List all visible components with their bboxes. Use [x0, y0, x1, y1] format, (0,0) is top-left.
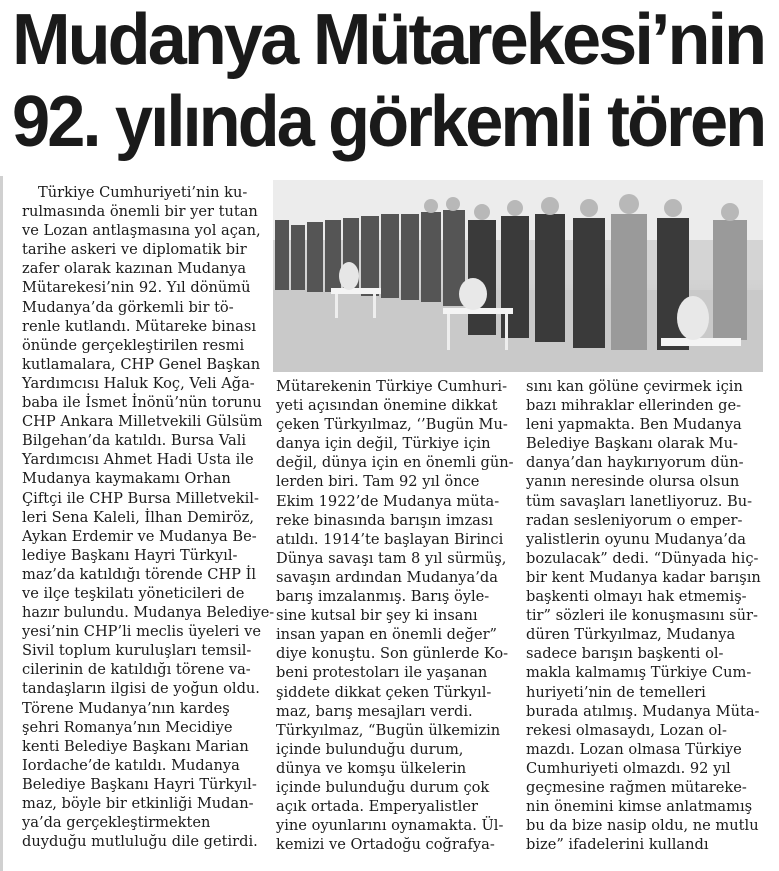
- text-line: makla kalmamış Türkiye Cum-: [526, 664, 752, 682]
- text-line: Türkyılmaz, “Bugün ülkemizin: [276, 721, 501, 739]
- text-line: Mudanya’da görkemli bir tö-: [22, 298, 234, 316]
- text-line: mazdı. Lozan olmasa Türkiye: [526, 740, 742, 758]
- text-line: bir kent Mudanya kadar barışın: [526, 568, 761, 586]
- text-line: CHP Ankara Milletvekili Gülsüm: [22, 413, 263, 431]
- text-line: sını kan gölüne çevirmek için: [526, 378, 743, 395]
- text-line: Iordache’de katıldı. Mudanya: [22, 756, 240, 774]
- text-line: Dünya savaşı tam 8 yıl sürmüş,: [276, 549, 507, 567]
- text-line: rulmasında önemli bir yer tutan: [22, 203, 258, 221]
- text-line: sine kutsal bir şey ki insanı: [276, 607, 478, 625]
- text-line: Yardımcısı Haluk Koç, Veli Ağa-: [22, 374, 255, 392]
- text-line: kemizi ve Ortadoğu coğrafya-: [276, 836, 495, 854]
- text-line: nin önemini kimse anlatmamış: [526, 798, 753, 816]
- text-line: açık ortada. Emperyalistler: [276, 798, 479, 816]
- text-line: içinde bulunduğu durum çok: [276, 778, 490, 796]
- text-line: Mütarekenin Türkiye Cumhuri-: [276, 378, 508, 395]
- text-line: Çiftçi ile CHP Bursa Milletvekil-: [22, 489, 259, 507]
- text-line: burada atılmış. Mudanya Müta-: [526, 702, 760, 720]
- text-line: tarihe askeri ve diplomatik bir: [22, 241, 247, 259]
- text-line: tandaşların ilgisi de yoğun oldu.: [22, 680, 260, 698]
- article-column-3: [526, 377, 771, 854]
- text-line: şehri Romanya’nın Mecidiye: [22, 718, 233, 736]
- text-line: leri Sena Kaleli, İlhan Demiröz,: [22, 508, 254, 526]
- text-line: Belediye Başkanı Hayri Türkyıl-: [22, 775, 257, 793]
- text-line: içinde bulunduğu durum,: [276, 740, 464, 758]
- text-line: maz, böyle bir etkinliği Mudan-: [22, 795, 254, 812]
- text-line: leni yapmakta. Ben Mudanya: [526, 416, 742, 434]
- text-line: önünde gerçekleştirilen resmi: [22, 336, 245, 354]
- text-line: şiddete dikkat çeken Türkyıl-: [276, 683, 492, 701]
- text-line: sadece barışın başkenti ol-: [526, 645, 724, 663]
- text-line: kutlamalara, CHP Genel Başkan: [22, 355, 261, 373]
- text-line: dünya ve komşu ülkelerin: [276, 759, 467, 777]
- text-line: beni protestoları ile yaşanan: [276, 664, 488, 682]
- text-line: lerden biri. Tam 92 yıl önce: [276, 473, 480, 491]
- text-line: radan sesleniyorum o emper-: [526, 511, 743, 529]
- text-line: ve Lozan antlaşmasına yol açan,: [22, 222, 261, 240]
- text-line: lediye Başkanı Hayri Türkyıl-: [22, 546, 238, 564]
- text-line: yanın neresinde olursa olsun: [526, 473, 740, 491]
- text-line: ve ilçe teşkilatı yöneticileri de: [22, 584, 245, 602]
- text-line: yeti açısından önemine dikkat: [276, 397, 498, 415]
- text-line: yine oyunlarını oynamakta. Ül-: [276, 817, 504, 835]
- text-line: Törene Mudanya’nın kardeş: [22, 699, 230, 717]
- article-column-2: [276, 377, 524, 854]
- text-line: hazır bulundu. Mudanya Belediye-: [22, 604, 275, 622]
- text-line: maz, barış mesajları verdi.: [276, 702, 473, 720]
- text-line: huriyeti’nin de temelleri: [526, 683, 706, 701]
- text-line: Mudanya kaymakamı Orhan: [22, 470, 231, 488]
- headline-line-2: 92. yılında görkemli tören: [12, 82, 765, 162]
- headline-line-1: Mudanya Mütarekesi’nin: [12, 0, 765, 80]
- text-line: rekesi olmasaydı, Lozan ol-: [526, 721, 727, 739]
- text-line: Cumhuriyeti olmazdı. 92 yıl: [526, 759, 731, 777]
- text-line: baba ile İsmet İnönü’nün torunu: [22, 394, 262, 412]
- text-line: Mütarekesi’nin 92. Yıl dönümü: [22, 279, 251, 297]
- text-line: Belediye Başkanı olarak Mu-: [526, 435, 738, 453]
- text-line: bu da bize nasip oldu, ne mutlu: [526, 817, 759, 835]
- text-line: zafer olarak kazınan Mudanya: [22, 260, 247, 278]
- text-line: geçmesine rağmen mütareke-: [526, 778, 747, 796]
- text-line: danya için değil, Türkiye için: [276, 435, 491, 453]
- text-line: düren Türkyılmaz, Mudanya: [526, 626, 736, 644]
- text-line: reke binasında barışın imzası: [276, 511, 494, 529]
- text-line: savaşın ardından Mudanya’da: [276, 568, 498, 586]
- text-line: Türkiye Cumhuriyeti’nin ku-: [38, 184, 248, 201]
- text-line: çeken Türkyılmaz, ‘’Bugün Mu-: [276, 416, 508, 434]
- text-line: cilerinin de katıldığı törene va-: [22, 661, 251, 679]
- text-line: kenti Belediye Başkanı Marian: [22, 737, 249, 755]
- text-line: yalistlerin oyunu Mudanya’da: [526, 530, 746, 548]
- text-line: danya’dan haykırıyorum dün-: [526, 454, 744, 472]
- text-line: Ekim 1922’de Mudanya müta-: [276, 492, 500, 510]
- text-line: maz’da katıldığı törende CHP İl: [22, 565, 257, 583]
- text-line: insan yapan en önemli değer”: [276, 626, 498, 644]
- text-line: Bilgehan’da katıldı. Bursa Vali: [22, 432, 247, 450]
- text-line: tüm savaşları lanetliyoruz. Bu-: [526, 492, 753, 510]
- text-line: ya’da gerçekleştirmekten: [22, 814, 211, 832]
- text-line: yesi’nin CHP’li meclis üyeleri ve: [22, 623, 261, 641]
- ceremony-photo-icon: [273, 180, 763, 372]
- text-line: değil, dünya için en önemli gün-: [276, 454, 514, 472]
- text-line: Aykan Erdemir ve Mudanya Be-: [22, 527, 257, 545]
- text-line: renle kutlandı. Mütareke binası: [22, 317, 257, 335]
- article-column-1: [22, 183, 274, 851]
- text-line: atıldı. 1914’te başlayan Birinci: [276, 530, 504, 548]
- text-line: Sivil toplum kuruluşları temsil-: [22, 642, 252, 660]
- text-line: duyduğu mutluluğu dile getirdi.: [22, 833, 258, 851]
- text-line: bozulacak” dedi. “Dünyada hiç-: [526, 549, 759, 567]
- ceremony-photo: [273, 180, 763, 372]
- text-line: tir” sözleri ile konuşmasını sür-: [526, 607, 758, 625]
- text-line: Yardımcısı Ahmet Hadi Usta ile: [22, 451, 254, 469]
- left-margin-rule: [0, 176, 3, 871]
- text-line: barış imzalanmış. Barış öyle-: [276, 588, 490, 606]
- text-line: bazı mihraklar ellerinden ge-: [526, 397, 742, 415]
- text-line: başkenti olmayı hak etmemiş-: [526, 588, 747, 606]
- text-line: bize” ifadelerini kullandı: [526, 836, 709, 854]
- text-line: diye konuştu. Son günlerde Ko-: [276, 645, 509, 663]
